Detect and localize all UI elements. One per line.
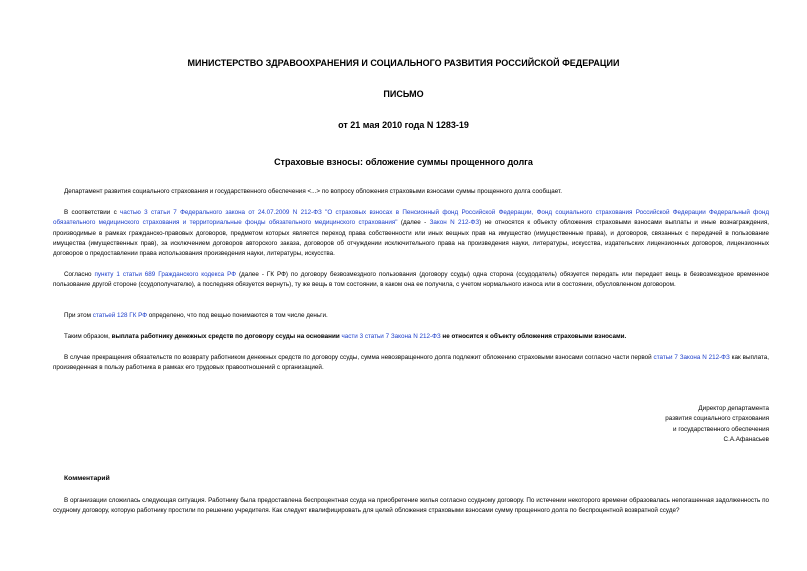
civil-code-128-link[interactable]: статьей 128 ГК РФ [92,312,148,319]
law-212-fz-part3-link[interactable]: части 3 статьи 7 Закона N 212-ФЗ [341,333,441,340]
signature-line: развития социального страхования [665,415,769,423]
text: В случае прекращения обязательств по возврату работником денежных средств по договору ссуды, сумма невозвращенного долга подлежит обложению страховыми взносами согласно части первой [64,354,654,361]
commentary-text [53,496,769,517]
bold-text: не относится к объекту обложения страховыми взносами. [440,333,627,340]
bold-text: выплата работнику денежных средств по договору ссуды на основании [111,333,340,340]
law-212-fz-short-link[interactable]: Закон N 212-ФЗ [429,219,480,227]
signature-block [665,404,769,445]
paragraph-article-128 [53,311,769,321]
civil-code-689-link[interactable]: пункту 1 статьи 689 Гражданского кодекса РФ [94,271,236,278]
text: Таким образом, [64,333,112,340]
commentary-title: Комментарий [64,475,110,482]
text: При этом [64,312,93,319]
text: как выплата, произведенная в пользу работника в рамках его трудовых правоотношений с организацией. [53,354,769,372]
document-subject: Страховые взносы: обложение суммы прощенного долга [274,157,533,167]
ministry-title: МИНИСТЕРСТВО ЗДРАВООХРАНЕНИЯ И СОЦИАЛЬНОГО РАЗВИТИЯ РОССИЙСКОЙ ФЕДЕРАЦИИ [187,58,620,68]
text: определено, что под вещью понимаются в том числе деньги. [147,312,328,319]
text: ) не относятся к объекту обложения страховыми взносами выплаты и иные вознаграждения, производимые в рамках гражданско-правовых договоров, предметом которых является переход права собственности или иных вещных прав на имущество (имущественные права), и договоров, связанных с передачей в пользование имущества (имущественных прав), за исключением договоров авторского заказа, договоров об отчуждении исключительного права на произведения науки, литературы, искусства, издательских лицензионных договоров, лицензионных договоров о предоставлении права использования произведения науки, литературы, искусства. [53,219,769,258]
signature-name: С.А.Афанасьев [723,435,769,443]
text: В соответствии с [64,209,121,216]
paragraph-debt-forgiveness [53,353,769,374]
paragraph-intro [53,187,769,197]
signature-line: и государственного обеспечения [673,425,769,433]
paragraph-law-reference [53,208,769,259]
law-212-fz-article7-link[interactable]: статьи 7 Закона N 212-ФЗ [653,354,730,361]
text: Согласно [64,271,95,278]
paragraph-conclusion [53,332,769,342]
text: (далее - [397,219,430,227]
signature-line: Директор департамента [698,405,769,412]
document-date-number: от 21 мая 2010 года N 1283-19 [338,120,469,130]
document-type: ПИСЬМО [383,89,424,99]
law-212-fz-link[interactable]: частью 3 статьи 7 Федерального закона от 24.07.2009 N 212-ФЗ "О страховых взносах в Пенсионный фонд Российской Федерации, Фонд социального страхования Российской Федерации Федеральный фонд обязательного медицинского страхования и территориальные фонды обязательного медицинского страхования" [53,209,769,227]
paragraph-civil-code [53,270,769,291]
text: (далее - ГК РФ) по договору безвозмездного пользования (договору ссуды) одна сторона (ссудодатель) обязуется передать или передает вещь в безвозмездное временное пользование другой стороне (ссудополучателю), а последняя обязуется вернуть), ту же вещь в том состоянии, в каком она ее получила, с учетом нормального износа или в состоянии, обусловленном договором. [53,271,769,289]
commentary-text-body: В организации сложилась следующая ситуация. Работнику была предоставлена беспроцентная ссуда на приобретение жилья согласно ссудному договору. По истечении некоторого времени образовалась непогашенная задолженность по ссудному договору, которую работнику простили по решению учредителя. Как следует квалифицировать для целей обложения страховыми взносами сумму прощенного долга по беспроцентной возвратной ссуде? [53,497,769,515]
paragraph-intro-text: Департамент развития социального страхования и государственного обеспечения <...> по вопросу обложения страховыми взносами суммы прощенного долга сообщает. [64,188,562,195]
